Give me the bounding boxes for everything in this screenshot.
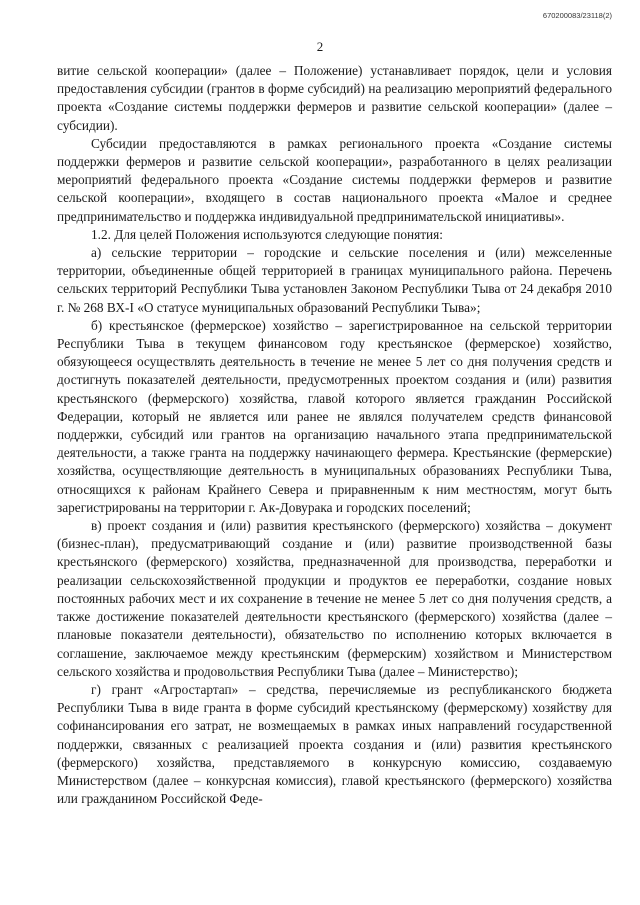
document-code: 670200083/23118(2) bbox=[542, 11, 612, 20]
page-number: 2 bbox=[316, 39, 324, 54]
document-body bbox=[57, 62, 612, 808]
paragraph-subsidies: Субсидии предоставляются в рамках регионального проекта «Создание системы поддержки фермеров и развитие сельской кооперации», разработанного в целях реализации мероприятий федерального проекта «Создание системы поддержки фермеров и развитие сельской кооперации», входящего в состав национального проекта «Малое и среднее предпринимательство и поддержка индивидуальной предпринимательской инициативы». bbox=[57, 135, 612, 224]
paragraph-definitions-heading: 1.2. Для целей Положения используются следующие понятия: bbox=[91, 226, 443, 242]
paragraph-definition-v: в) проект создания и (или) развития крестьянского (фермерского) хозяйства – документ (бизнес-план), предусматривающий создание и (или) развитие производственной базы крестьянского (фермерского) хозяйства, предназначенной для производства, переработки и реализации сельскохозяйственной продукции и продуктов ее переработки, создание новых постоянных рабочих мест и их сохранение в течение не менее 5 лет со дня получения средств, а также достижение показателей деятельности крестьянского (фермерского) хозяйства (далее – плановые показатели деятельности), обязательство по исполнению которых включается в соглашение, заключаемое между крестьянским (фермерским) хозяйством и Министерством сельского хозяйства и продовольствия Республики Тыва (далее – Министерство); bbox=[57, 518, 612, 679]
paragraph-definition-g: г) грант «Агростартап» – средства, перечисляемые из республиканского бюджета Республики Тыва в виде гранта в форме субсидий крестьянскому (фермерскому) хозяйству для софинансирования его затрат, не возмещаемых в рамках иных направлений государственной поддержки, связанных с реализацией проекта создания и (или) развития крестьянского (фермерского) хозяйства, представляемого в конкурсную комиссию, создаваемую Министерством (далее – конкурсная комиссия), главой крестьянского (фермерского) хозяйства или гражданином Российской Феде- bbox=[57, 681, 612, 807]
paragraph-definition-b: б) крестьянское (фермерское) хозяйство – зарегистрированное на сельской территории Республики Тыва в текущем финансовом году крестьянское (фермерское) хозяйство, обязующееся осуществлять деятельность в течение не менее 5 лет со дня получения средств и достигнуть показателей деятельности, предусмотренных проектом создания и (или) развития крестьянского (фермерского) хозяйства, главой которого является гражданин Российской Федерации, который не является или ранее не являлся получателем средств финансовой поддержки, субсидий или грантов на организацию начального этапа предпринимательской деятельности, а также гранта на поддержку начинающего фермера. Крестьянские (фермерские) хозяйства, осуществляющие деятельность в муниципальных образованиях Республики Тыва, относящихся к районам Крайнего Севера и приравненным к ним местностям, могут быть зарегистрированы на территории г. Ак-Довурака и городских поселений; bbox=[57, 317, 612, 515]
paragraph-definition-a: а) сельские территории – городские и сельские поселения и (или) межселенные территории, объединенные общей территорией в границах муниципального района. Перечень сельских территорий Республики Тыва установлен Законом Республики Тыва от 24 декабря 2010 г. № 268 ВХ-I «О статусе муниципальных образований Республики Тыва»; bbox=[57, 245, 612, 315]
paragraph-continuation: витие сельской кооперации» (далее – Положение) устанавливает порядок, цели и условия предоставления субсидии (грантов в форме субсидий) на реализацию мероприятий федерального проекта «Создание системы поддержки фермеров и развитие сельской кооперации» (далее – субсидии). bbox=[57, 63, 612, 133]
